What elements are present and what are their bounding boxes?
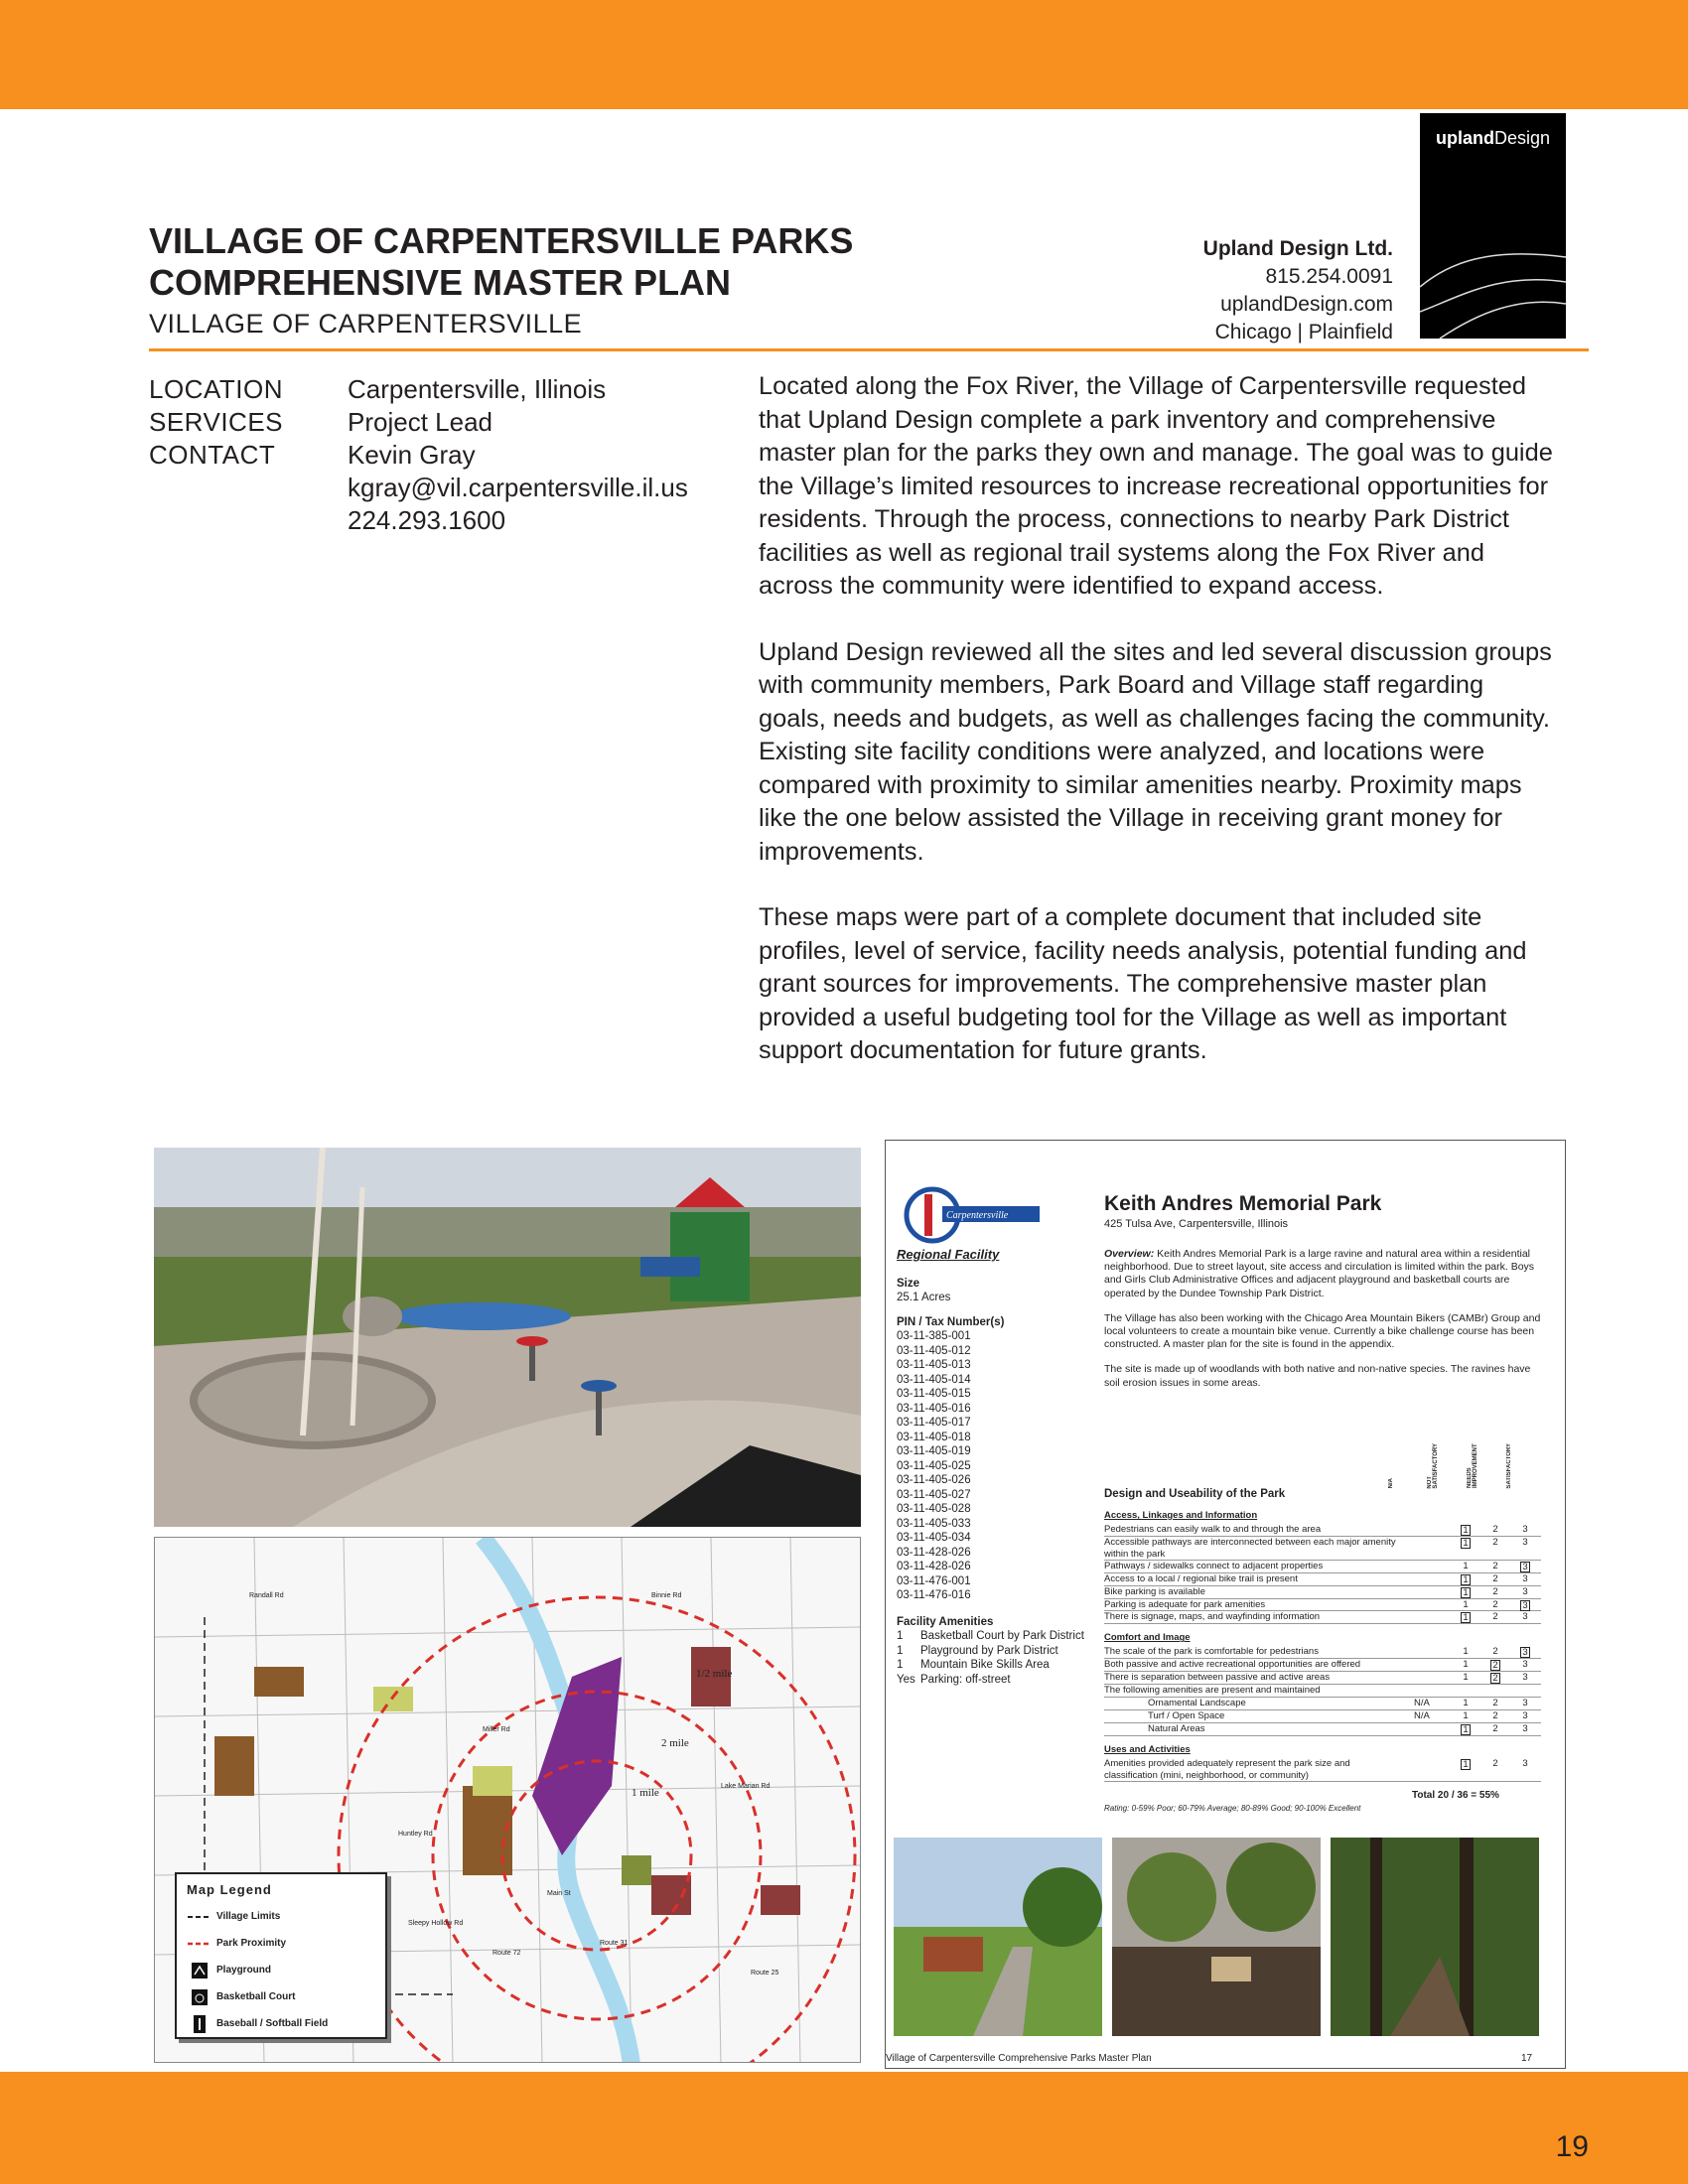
page-title-line-2: COMPREHENSIVE MASTER PLAN [149, 262, 732, 303]
pin-number: 03-11-405-034 [897, 1532, 971, 1544]
criterion-label: Natural Areas [1148, 1722, 1205, 1734]
road-label-route-25: Route 25 [751, 1970, 779, 1977]
road-label-main-st: Main St [547, 1890, 571, 1897]
score-option: 3 [1522, 1524, 1528, 1535]
bottom-orange-band [0, 2072, 1688, 2184]
table-section-header: Comfort and Image [1104, 1632, 1191, 1644]
selected-score: 2 [1490, 1673, 1500, 1684]
score-option: 1 [1463, 1560, 1469, 1571]
amenity-list [897, 1629, 1095, 1687]
label-services: SERVICES [149, 407, 284, 437]
criterion-label: Accessible pathways are interconnected between each major amenity within the park [1104, 1536, 1396, 1560]
legend-item-baseball-field: Baseball / Softball Field [187, 2010, 375, 2037]
score-option: 3 [1522, 1697, 1528, 1708]
score-option: 2 [1492, 1722, 1498, 1734]
firm-contact-block [1095, 235, 1393, 346]
criterion-label: The following amenities are present and maintained [1104, 1685, 1321, 1697]
criterion-label: Access to a local / regional bike trail is present [1104, 1572, 1298, 1584]
firm-name: Upland Design Ltd. [1202, 237, 1393, 260]
road-label-sleepy-hollow-rd: Sleepy Hollow Rd [408, 1920, 464, 1927]
firm-website: uplandDesign.com [1220, 293, 1393, 316]
selected-score: 1 [1461, 1538, 1471, 1549]
criterion-label: The scale of the park is comfortable for pedestrians [1104, 1646, 1319, 1658]
profile-footer-page: 17 [1521, 2053, 1533, 2064]
selected-score: 3 [1520, 1647, 1530, 1658]
table-row [1104, 1524, 1541, 1537]
client-name: VILLAGE OF CARPENTERSVILLE [149, 309, 583, 339]
pin-list [897, 1329, 1095, 1603]
selected-score: 3 [1520, 1562, 1530, 1572]
score-option: 2 [1492, 1757, 1498, 1769]
road-label-route-72: Route 72 [492, 1950, 521, 1957]
selected-score: 1 [1461, 1574, 1471, 1585]
park-address: 425 Tulsa Ave, Carpentersville, Illinois [1104, 1218, 1289, 1230]
description-paragraph-2: Upland Design reviewed all the sites and led several discussion groups with community members, Park Board and Village staff regarding goals, needs and budgets, as well as challenges facing the community. Existing site facility conditions were analyzed, and locations were compared with proximity to similar amenities nearby. Proximity maps like the one below assisted the Village in receiving grant money for improvements. [759, 637, 1552, 866]
amenity-qty: 1 [897, 1630, 904, 1642]
score-option: 1 [1463, 1672, 1469, 1684]
info-values [348, 373, 688, 537]
selected-score: 2 [1490, 1660, 1500, 1671]
criterion-label: Parking is adequate for park amenities [1104, 1598, 1266, 1610]
road-label-miller-rd: Miller Rd [483, 1726, 510, 1733]
score-option: 3 [1522, 1757, 1528, 1769]
table-row [1104, 1672, 1541, 1685]
selected-score: 1 [1461, 1759, 1471, 1770]
table-row [1104, 1537, 1541, 1561]
size-value: 25.1 Acres [897, 1292, 951, 1303]
contact-email: kgray@vil.carpentersville.il.us [348, 473, 688, 502]
criterion-label: Pedestrians can easily walk to and through the area [1104, 1524, 1322, 1535]
score-option: 2 [1492, 1646, 1498, 1658]
ring-label-1-mile: 1 mile [632, 1787, 659, 1799]
label-location: LOCATION [149, 374, 283, 404]
title-block [149, 220, 1043, 340]
criterion-label: Both passive and active recreational opportunities are offered [1104, 1659, 1361, 1671]
criterion-label: Turf / Open Space [1148, 1709, 1225, 1721]
pin-number: 03-11-405-025 [897, 1459, 971, 1472]
criterion-label: There is separation between passive and active areas [1104, 1672, 1331, 1684]
table-row [1104, 1723, 1541, 1736]
amenity-name: Parking: off-street [920, 1673, 1011, 1686]
score-option: 2 [1492, 1585, 1498, 1597]
score-option: 1 [1463, 1697, 1469, 1708]
table-row [1104, 1659, 1541, 1672]
table-spacer [1104, 1736, 1541, 1744]
col-head-na: N/A [1388, 1478, 1394, 1489]
logo-hills-graphic [1420, 242, 1566, 339]
size-label: Size [897, 1277, 920, 1290]
score-option: 3 [1522, 1585, 1528, 1597]
dashed-line-icon [187, 1915, 212, 1919]
pin-number: 03-11-405-027 [897, 1488, 971, 1501]
park-photo-2 [1112, 1838, 1321, 2036]
pin-number: 03-11-405-033 [897, 1517, 971, 1530]
amenity-name: Basketball Court by Park District [920, 1630, 1084, 1642]
page-title-line-1: VILLAGE OF CARPENTERSVILLE PARKS [149, 220, 854, 261]
amenity-item [897, 1629, 1095, 1644]
table-row [1104, 1599, 1541, 1612]
score-option: 2 [1492, 1524, 1498, 1535]
score-option: 3 [1522, 1672, 1528, 1684]
na-mark: N/A [1414, 1697, 1430, 1708]
basketball-icon [187, 1989, 212, 2005]
score-option: 2 [1492, 1598, 1498, 1610]
overview-paragraph-3: The site is made up of woodlands with both native and non-native species. The ravines have soil erosion issues in some areas. [1104, 1363, 1531, 1389]
park-playground-photo [154, 1148, 861, 1527]
pin-number: 03-11-405-013 [897, 1359, 971, 1371]
amenity-qty: Yes [897, 1673, 915, 1686]
park-photo-1 [894, 1838, 1102, 2036]
contact-phone: 224.293.1600 [348, 505, 506, 535]
selected-score: 1 [1461, 1724, 1471, 1735]
overview-paragraph-2: The Village has also been working with the Chicago Area Mountain Bikers (CAMBr) Group and local volunteers to create a mountain bike venue. Currently a bike challenge course has been constructed. A master plan for the site is found in the appendix. [1104, 1311, 1541, 1351]
road-label-lake-marian-rd: Lake Marian Rd [721, 1783, 771, 1790]
criterion-label: Bike parking is available [1104, 1585, 1205, 1597]
pin-label: PIN / Tax Number(s) [897, 1315, 1005, 1328]
table-title: Design and Useability of the Park [1104, 1488, 1286, 1500]
park-proximity-map [154, 1537, 861, 2063]
na-mark: N/A [1414, 1709, 1430, 1721]
table-row [1104, 1698, 1541, 1710]
selected-score: 1 [1461, 1525, 1471, 1536]
ring-label-2-mile: 2 mile [661, 1737, 689, 1749]
amenity-name: Playground by Park District [920, 1644, 1058, 1657]
legend-item-playground: Playground [187, 1957, 375, 1983]
upland-design-logo [1420, 113, 1566, 339]
description-paragraph-3: These maps were part of a complete document that included site profiles, level of service, facility needs analysis, potential funding and grant sources for improvements. The comprehensive master plan provided a useful budgeting tool for the Village as well as important support documentation for future grants. [759, 903, 1527, 1064]
score-option: 3 [1522, 1536, 1528, 1548]
table-row [1104, 1758, 1541, 1782]
park-photo-strip [894, 1838, 1559, 2036]
selected-score: 3 [1520, 1600, 1530, 1611]
col-head-not-satisfactory: NOT SATISFACTORY [1427, 1443, 1439, 1489]
score-option: 3 [1522, 1659, 1528, 1671]
table-row [1104, 1561, 1541, 1573]
total-row [1104, 1790, 1541, 1804]
header-divider [149, 348, 1589, 351]
table-row [1104, 1685, 1541, 1698]
pin-number: 03-11-405-016 [897, 1402, 971, 1415]
total-score: Total 20 / 36 = 55% [1412, 1789, 1499, 1801]
label-contact: CONTACT [149, 440, 276, 470]
table-spacer [1104, 1624, 1541, 1632]
location-value: Carpentersville, Illinois [348, 374, 607, 404]
score-option: 3 [1522, 1611, 1528, 1623]
criterion-label: Amenities provided adequately represent the park size and classification (mini, neighborhood, or community) [1104, 1757, 1350, 1781]
pin-number: 03-11-476-016 [897, 1589, 971, 1601]
road-label-binnie-rd: Binnie Rd [651, 1592, 682, 1599]
score-option: 1 [1463, 1709, 1469, 1721]
score-option: 2 [1492, 1697, 1498, 1708]
description-paragraph-1: Located along the Fox River, the Village of Carpentersville requested that Upland Design complete a park inventory and comprehensive master plan for the parks they own and manage. The goal was to guide the Village’s limited resources to increase recreational opportunities for residents. Through the process, connections to nearby Park District facilities as well as regional trail systems along the Fox River and across the community were identified to expand access. [759, 372, 1553, 600]
road-label-huntley-rd: Huntley Rd [398, 1831, 433, 1838]
score-option: 1 [1463, 1659, 1469, 1671]
svg-text:Carpentersville: Carpentersville [946, 1210, 1009, 1221]
pin-number: 03-11-405-017 [897, 1417, 971, 1429]
road-label-randall-rd: Randall Rd [249, 1592, 284, 1599]
score-option: 3 [1522, 1572, 1528, 1584]
criterion-label: Ornamental Landscape [1148, 1697, 1246, 1708]
table-rows [1104, 1510, 1541, 1816]
table-row [1104, 1586, 1541, 1599]
col-head-satisfactory: SATISFACTORY [1506, 1443, 1512, 1489]
pin-number: 03-11-405-019 [897, 1445, 971, 1457]
amenity-name: Mountain Bike Skills Area [920, 1659, 1050, 1671]
ring-label-half-mile: 1/2 mile [696, 1668, 733, 1680]
firm-offices: Chicago | Plainfield [1214, 321, 1393, 343]
firm-phone: 815.254.0091 [1265, 265, 1393, 288]
score-option: 1 [1463, 1646, 1469, 1658]
park-facts [897, 1248, 1095, 1687]
score-option: 2 [1492, 1709, 1498, 1721]
top-orange-band [0, 0, 1688, 109]
table-row [1104, 1710, 1541, 1723]
playground-icon [187, 1963, 212, 1979]
criterion-label: Pathways / sidewalks connect to adjacent properties [1104, 1560, 1324, 1571]
pin-number: 03-11-405-015 [897, 1388, 971, 1400]
park-name: Keith Andres Memorial Park [1104, 1192, 1382, 1215]
score-option: 2 [1492, 1611, 1498, 1623]
amenity-item [897, 1673, 1095, 1688]
pin-number: 03-11-385-001 [897, 1330, 971, 1342]
pin-number: 03-11-428-026 [897, 1561, 971, 1572]
services-value: Project Lead [348, 407, 492, 437]
info-labels [149, 373, 283, 472]
pin-number: 03-11-405-026 [897, 1474, 971, 1486]
amenity-item [897, 1644, 1095, 1659]
score-option: 3 [1522, 1722, 1528, 1734]
table-row [1104, 1646, 1541, 1659]
legend-title: Map Legend [187, 1882, 272, 1897]
park-overview [1104, 1248, 1541, 1402]
pin-number: 03-11-405-012 [897, 1344, 971, 1357]
pin-number: 03-11-405-028 [897, 1503, 971, 1515]
park-profile-sheet [885, 1140, 1566, 2069]
pin-number: 03-11-405-014 [897, 1373, 971, 1386]
table-section-header: Access, Linkages and Information [1104, 1510, 1258, 1521]
table-spacer [1104, 1782, 1541, 1790]
legend-item-basketball-court: Basketball Court [187, 1983, 375, 2010]
map-legend [175, 1872, 387, 2039]
facility-category: Regional Facility [897, 1247, 1000, 1262]
overview-paragraph-1: Overview: Keith Andres Memorial Park is a large ravine and natural area within a residential neighborhood. Due to street layout, site access and circulation is limited within the park. Boys and Girls Club Administrative Offices and adjacent playground and basketball courts are operated by the Dundee Township Park District. [1104, 1248, 1535, 1299]
legend-item-park-proximity: Park Proximity [187, 1930, 375, 1957]
red-dashed-line-icon [187, 1942, 212, 1946]
amenities-label: Facility Amenities [897, 1615, 994, 1628]
amenity-item [897, 1658, 1095, 1673]
legend-item-village-limits: Village Limits [187, 1903, 375, 1930]
pin-number: 03-11-428-026 [897, 1546, 971, 1559]
road-label-route-31: Route 31 [600, 1940, 629, 1947]
table-row [1104, 1611, 1541, 1624]
carpentersville-logo [903, 1184, 1044, 1246]
rating-row [1104, 1804, 1541, 1816]
score-option: 2 [1492, 1572, 1498, 1584]
score-option: 2 [1492, 1536, 1498, 1548]
park-photo-3 [1331, 1838, 1539, 2036]
rating-scale: Rating: 0-59% Poor; 60-79% Average; 80-89% Good; 90-100% Excellent [1104, 1803, 1361, 1813]
table-section-header: Uses and Activities [1104, 1743, 1191, 1755]
contact-name: Kevin Gray [348, 440, 476, 470]
baseball-icon [187, 2015, 212, 2033]
project-description [759, 370, 1553, 1101]
score-option: 2 [1492, 1560, 1498, 1571]
selected-score: 1 [1461, 1587, 1471, 1598]
score-option: 1 [1463, 1598, 1469, 1610]
table-row [1104, 1573, 1541, 1586]
page-number: 19 [1555, 2130, 1589, 2163]
pin-number: 03-11-476-001 [897, 1574, 971, 1587]
pin-number: 03-11-405-018 [897, 1431, 971, 1443]
amenity-qty: 1 [897, 1659, 904, 1671]
score-option: 3 [1522, 1709, 1528, 1721]
logo-wordmark: uplandDesign [1435, 128, 1551, 148]
profile-footer-title: Village of Carpentersville Comprehensive Parks Master Plan [886, 2053, 1152, 2064]
criterion-label: There is signage, maps, and wayfinding information [1104, 1611, 1321, 1623]
selected-score: 1 [1461, 1612, 1471, 1623]
col-head-needs-improvement: NEEDS IMPROVEMENT [1467, 1443, 1478, 1488]
amenity-qty: 1 [897, 1644, 904, 1657]
